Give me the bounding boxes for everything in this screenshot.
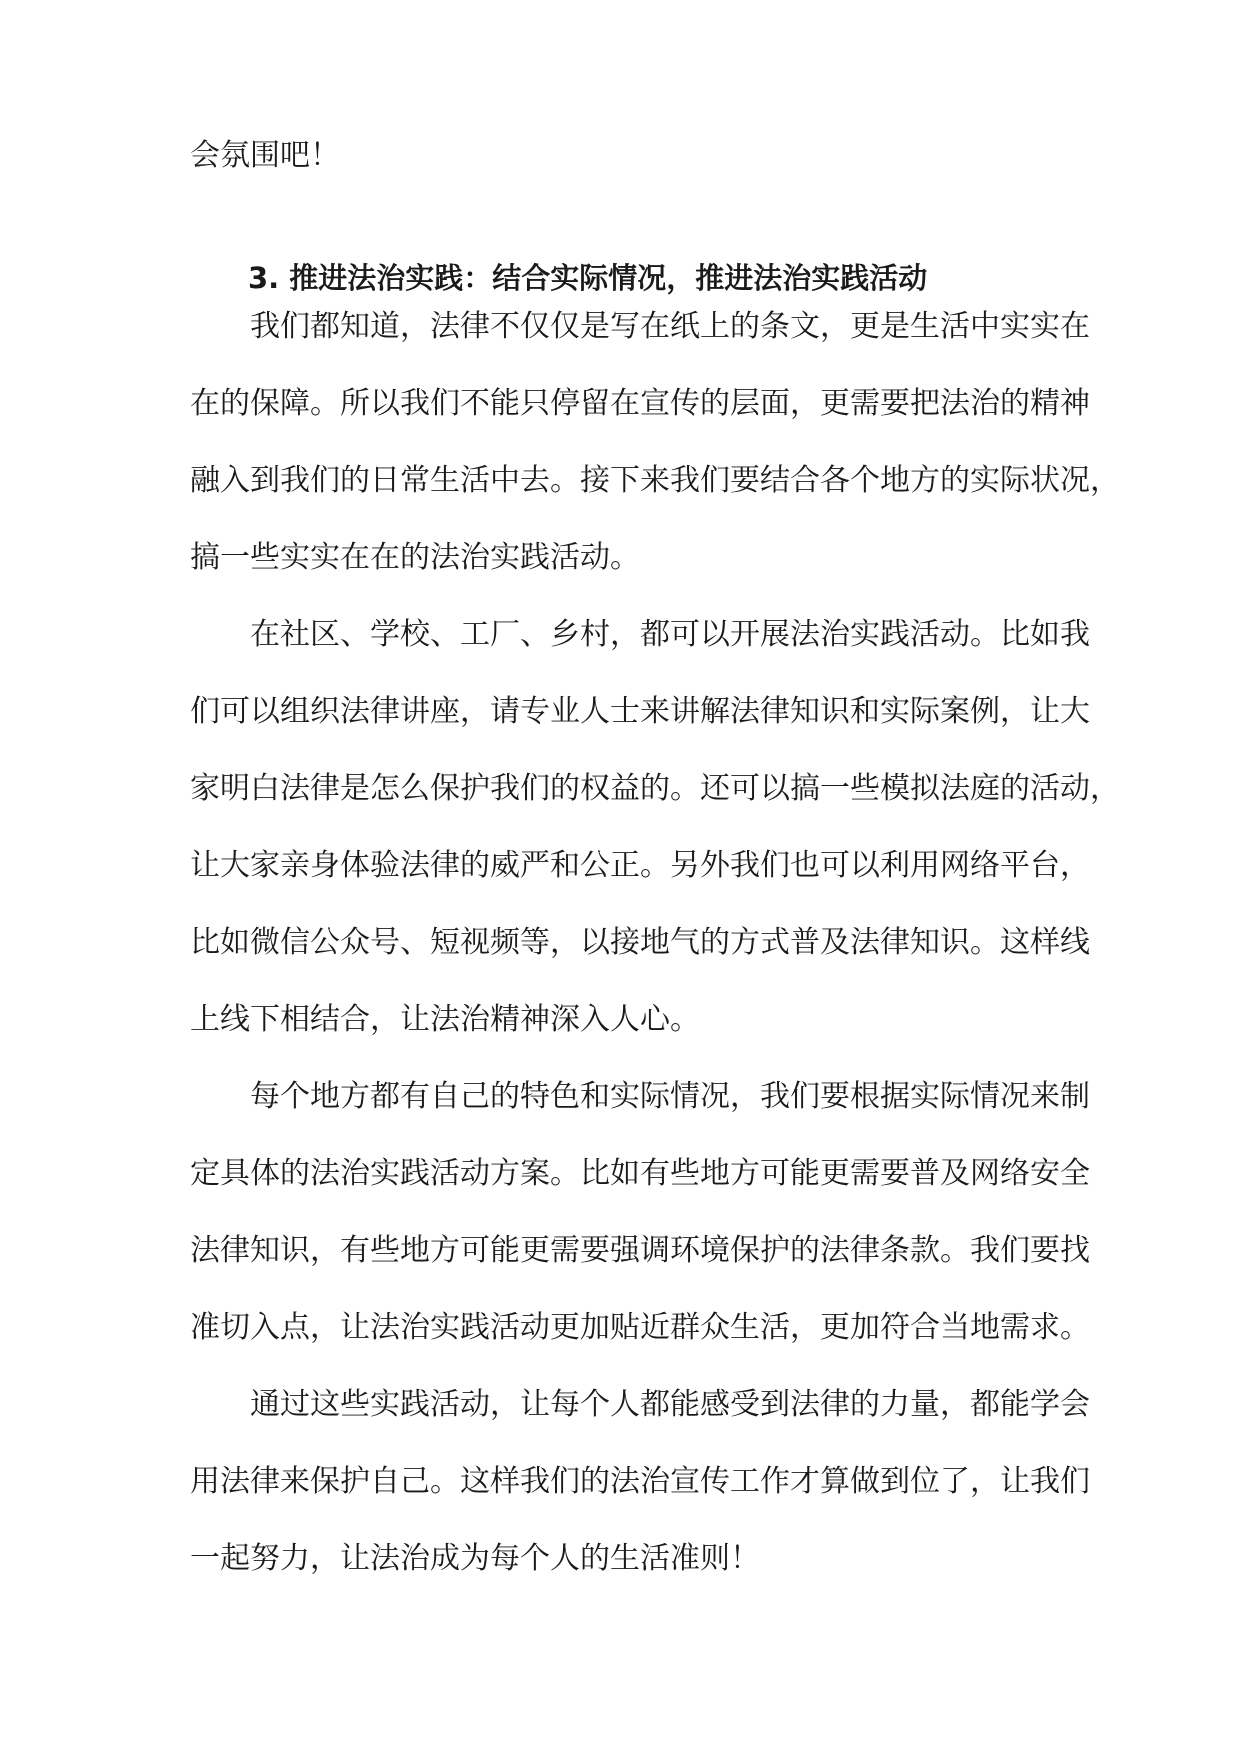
section-heading: 3. 推进法治实践：结合实际情况，推进法治实践活动	[248, 261, 928, 295]
paragraph-line: 家明白法律是怎么保护我们的权益的。还可以搞一些模拟法庭的活动，	[190, 771, 1120, 806]
paragraph-line: 在的保障。所以我们不能只停留在宣传的层面，更需要把法治的精神	[190, 386, 1090, 421]
paragraph-line: 融入到我们的日常生活中去。接下来我们要结合各个地方的实际状况，	[190, 463, 1120, 498]
paragraph-line: 在社区、学校、工厂、乡村，都可以开展法治实践活动。比如我	[250, 617, 1090, 652]
paragraph-line: 我们都知道，法律不仅仅是写在纸上的条文，更是生活中实实在	[250, 309, 1090, 344]
paragraph-line: 让大家亲身体验法律的威严和公正。另外我们也可以利用网络平台，	[190, 848, 1090, 883]
carryover-paragraph	[190, 117, 1050, 194]
paragraph-line: 比如微信公众号、短视频等，以接地气的方式普及法律知识。这样线	[190, 925, 1090, 960]
paragraph-line: 搞一些实实在在的法治实践活动。	[190, 540, 640, 575]
paragraph-line: 定具体的法治实践活动方案。比如有些地方可能更需要普及网络安全	[190, 1156, 1090, 1191]
paragraph-line: 通过这些实践活动，让每个人都能感受到法律的力量，都能学会	[250, 1387, 1090, 1422]
paragraph-line: 准切入点，让法治实践活动更加贴近群众生活，更加符合当地需求。	[190, 1310, 1090, 1345]
paragraph-line: 一起努力，让法治成为每个人的生活准则！	[190, 1541, 760, 1576]
paragraph-2	[190, 596, 1120, 1058]
paragraph-line: 会氛围吧！	[190, 138, 340, 173]
paragraph-line: 上线下相结合，让法治精神深入人心。	[190, 1002, 700, 1037]
paragraph-4	[190, 1366, 1090, 1597]
paragraph-3	[190, 1058, 1090, 1366]
paragraph-line: 们可以组织法律讲座，请专业人士来讲解法律知识和实际案例，让大	[190, 694, 1090, 729]
paragraph-line: 每个地方都有自己的特色和实际情况，我们要根据实际情况来制	[250, 1079, 1090, 1114]
paragraph-line: 用法律来保护自己。这样我们的法治宣传工作才算做到位了，让我们	[190, 1464, 1090, 1499]
paragraph-1	[190, 288, 1120, 596]
paragraph-line: 法律知识，有些地方可能更需要强调环境保护的法律条款。我们要找	[190, 1233, 1090, 1268]
